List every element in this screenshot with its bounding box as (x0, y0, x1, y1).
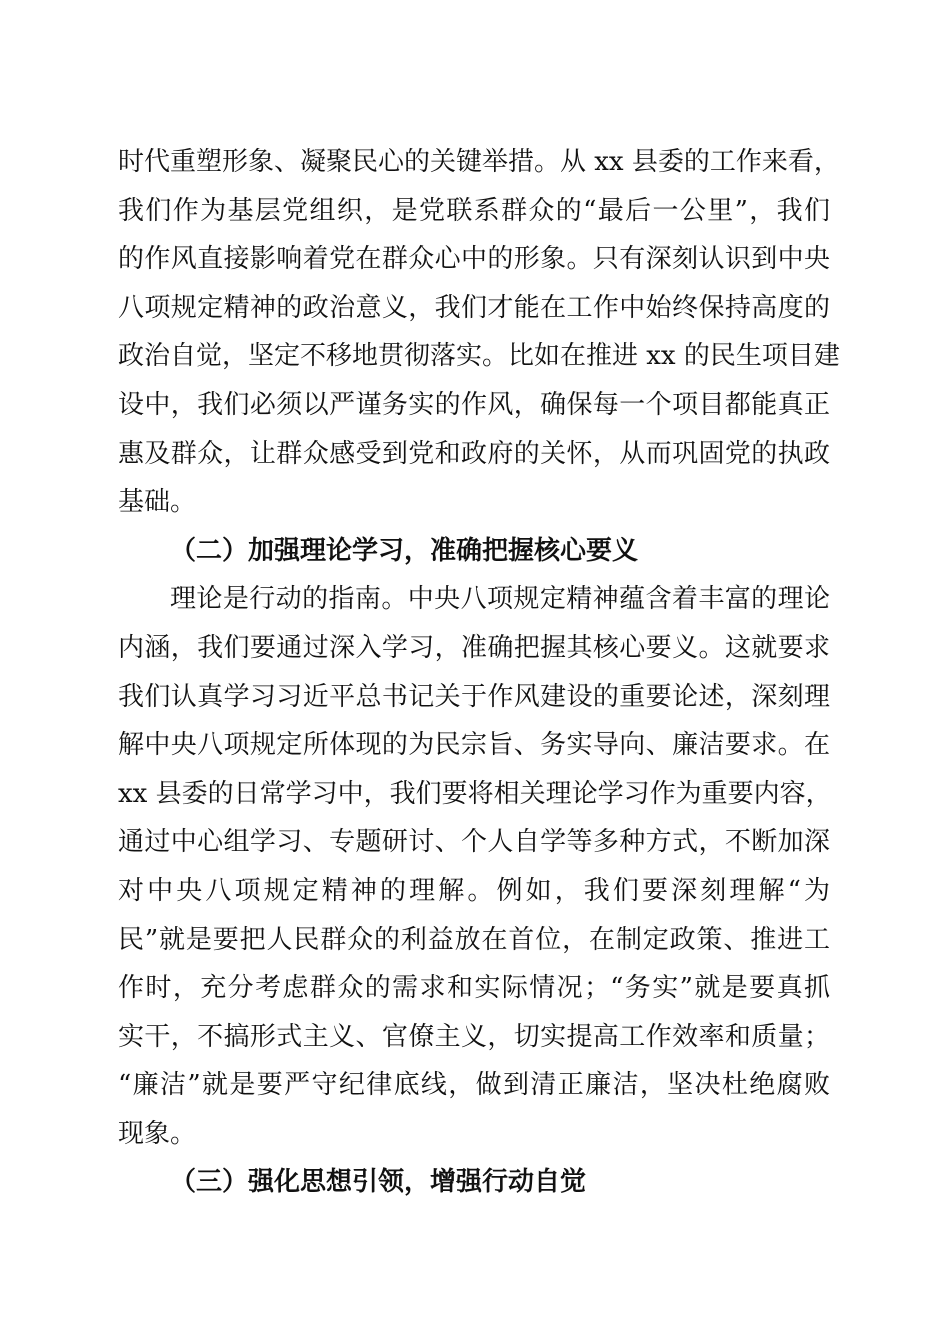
text-line: 理论是行动的指南。中央八项规定精神蕴含着丰富的理论 (170, 584, 830, 615)
text-line: 作时，充分考虑群众的需求和实际情况；“务实”就是要真抓 (118, 973, 830, 1004)
text-line: 通过中心组学习、专题研讨、个人自学等多种方式，不断加深 (118, 827, 830, 858)
text-line: 设中，我们必须以严谨务实的作风，确保每一个项目都能真正 (118, 389, 830, 420)
text-line: xx 县委的日常学习中，我们要将相关理论学习作为重要内容， (118, 778, 832, 809)
text-line: 的作风直接影响着党在群众心中的形象。只有深刻认识到中央 (118, 244, 830, 275)
text-line: 政治自觉，坚定不移地贯彻落实。比如在推进 xx 的民生项目建 (118, 341, 840, 372)
text-line: 基础。 (118, 487, 197, 518)
text-line: 实干，不搞形式主义、官僚主义，切实提高工作效率和质量； (118, 1021, 830, 1052)
text-line: “廉洁”就是要严守纪律底线，做到清正廉洁，坚决杜绝腐败 (118, 1070, 830, 1101)
section-heading: （二）加强理论学习，准确把握核心要义 (170, 535, 639, 566)
text-line: 八项规定精神的政治意义，我们才能在工作中始终保持高度的 (118, 292, 830, 323)
text-line: 现象。 (118, 1118, 197, 1149)
section-heading: （三）强化思想引领，增强行动自觉 (170, 1167, 587, 1198)
text-line: 时代重塑形象、凝聚民心的关键举措。从 xx 县委的工作来看， (118, 147, 840, 177)
text-line: 民”就是要把人民群众的利益放在首位，在制定政策、推进工 (118, 924, 830, 955)
text-line: 惠及群众，让群众感受到党和政府的关怀，从而巩固党的执政 (118, 438, 830, 469)
text-line: 我们认真学习习近平总书记关于作风建设的重要论述，深刻理 (118, 681, 830, 712)
document-page (118, 138, 840, 1207)
text-line: 解中央八项规定所体现的为民宗旨、务实导向、廉洁要求。在 (118, 730, 830, 761)
text-line: 内涵，我们要通过深入学习，准确把握其核心要义。这就要求 (118, 632, 830, 663)
text-line: 我们作为基层党组织，是党联系群众的“最后一公里”，我们 (118, 195, 830, 226)
text-line: 对中央八项规定精神的理解。例如，我们要深刻理解“为 (118, 875, 830, 906)
